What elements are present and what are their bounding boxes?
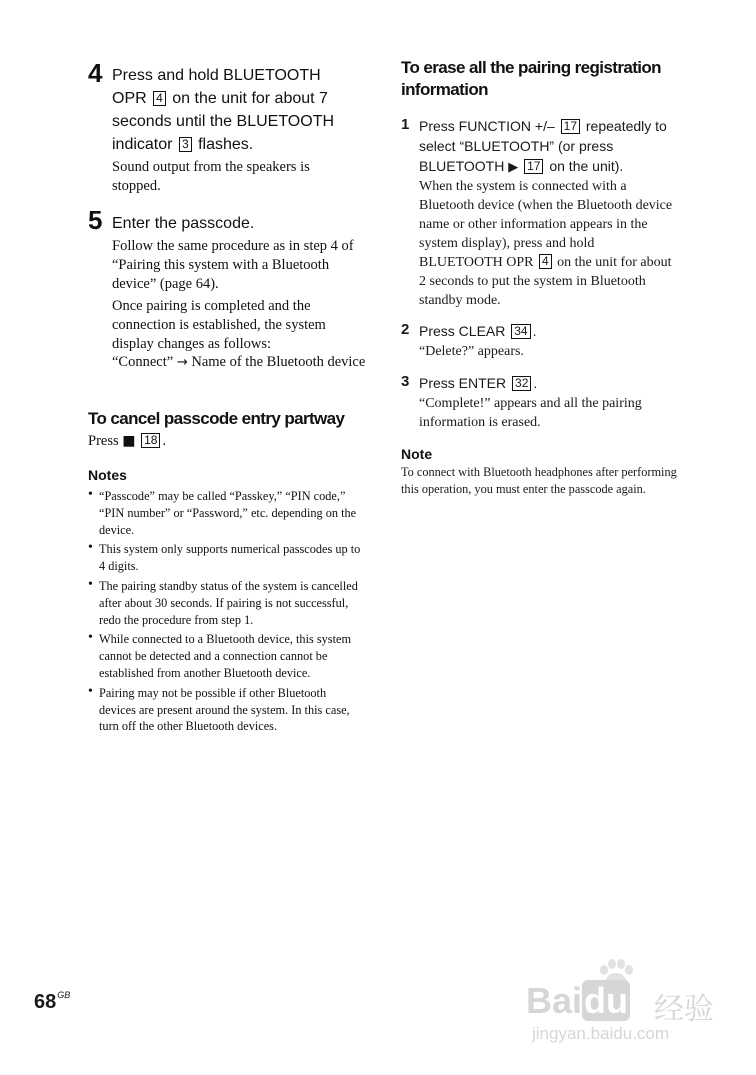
notes-list [88, 488, 364, 738]
note-title: Note [401, 446, 433, 462]
play-icon: ▶ [508, 160, 519, 175]
step-5-body-2: Once pairing is completed and the connection is established, the system display changes as follows: [112, 298, 326, 352]
baidu-watermark: Baidu 经验 jingyan.baidu.com [526, 958, 716, 1058]
note-text: To connect with Bluetooth headphones after performing this operation, you must enter the passcode again. [401, 465, 677, 496]
step-5-body-1: Follow the same procedure as in step 4 of “Pairing this system with a Bluetooth device” (page 64). [112, 238, 354, 292]
button-ref-box: 4 [153, 91, 166, 106]
button-ref-box: 18 [141, 433, 160, 448]
button-ref-box: 17 [561, 119, 580, 134]
step-4-title: Press and hold BLUETOOTH OPR 4 on the unit for about 7 seconds until the BLUETOOTH indicator 3 flashes. [112, 67, 335, 153]
step-4-number: 4 [88, 58, 103, 88]
step-2-title: Press CLEAR 34 . [419, 323, 537, 339]
cancel-heading: To cancel passcode entry partway [88, 409, 345, 428]
notes-title: Notes [88, 467, 127, 483]
button-ref-box: 34 [511, 324, 530, 339]
list-item: • “Passcode” may be called “Passkey,” “PIN code,” “PIN number” or “Password,” etc. depending on the device. [88, 488, 364, 538]
step-5-title: Enter the passcode. [112, 215, 255, 232]
stop-icon: ■ [122, 433, 136, 449]
page-number: $68^{GB}$ [34, 990, 71, 1013]
button-ref-box: 3 [179, 137, 192, 152]
step-1-number: 1 [401, 116, 410, 133]
list-item: • Pairing may not be possible if other Bluetooth devices are present around the system. In this case, turn off the other Bluetooth devices. [88, 685, 364, 735]
button-ref-box: 17 [524, 159, 543, 174]
step-5-body-3: “Connect” → Name of the Bluetooth device [112, 354, 366, 370]
cancel-text: Press ■ 18 . [88, 433, 167, 449]
step-1-title: Press FUNCTION +/– 17 repeatedly to select “BLUETOOTH” (or press BLUETOOTH ▶ 17 on the unit). [419, 118, 667, 175]
step-3-number: 3 [401, 373, 410, 390]
list-item: • This system only supports numerical passcodes up to 4 digits. [88, 541, 364, 575]
erase-heading: To erase all the pairing registration information [401, 58, 661, 99]
step-3-body: “Complete!” appears and all the pairing information is erased. [419, 396, 642, 430]
list-item: • While connected to a Bluetooth device, this system cannot be detected and a connection cannot be established from another Bluetooth device. [88, 631, 364, 681]
step-3-title: Press ENTER 32 . [419, 375, 538, 391]
arrow-right-icon: → [176, 355, 188, 370]
step-1-body: When the system is connected with a Bluetooth device (when the Bluetooth device name or other information appears in the system display), press and hold BLUETOOTH OPR 4 on the unit for about 2 seconds to put the system in Bluetooth standby mode. [419, 179, 673, 308]
button-ref-box: 32 [512, 376, 531, 391]
step-2-body: “Delete?” appears. [419, 344, 524, 359]
step-5-number: 5 [88, 205, 103, 235]
step-2-number: 2 [401, 321, 410, 338]
list-item: • The pairing standby status of the system is cancelled after about 30 seconds. If pairing is not successful, redo the procedure from step 1. [88, 578, 364, 628]
step-4-body: Sound output from the speakers is stopped. [112, 159, 310, 194]
button-ref-box: 4 [539, 254, 552, 269]
